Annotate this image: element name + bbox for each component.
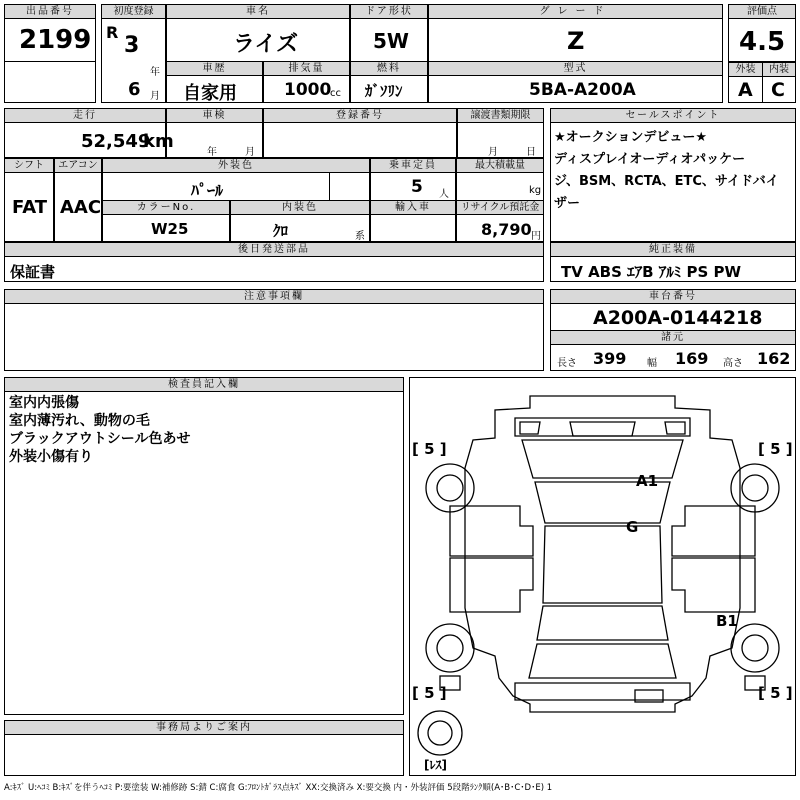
- inspector-line: 室内薄汚れ、動物の毛: [9, 413, 150, 429]
- inspection-box: [166, 122, 263, 158]
- ext-color-extra: [329, 172, 370, 201]
- chassis-label: 車台番号: [550, 289, 796, 304]
- wheel-hub: [437, 635, 463, 661]
- recycle-label: リサイクル預託金: [456, 200, 544, 215]
- score-box: [728, 18, 796, 62]
- max-load-unit: kg: [529, 185, 542, 196]
- car-diagram-panel: [409, 377, 796, 776]
- recycle: 8,790: [481, 220, 532, 239]
- car-body-outline: [465, 396, 740, 712]
- int-score-box: [762, 76, 796, 103]
- mileage: 52,549: [81, 131, 151, 152]
- later-parts-box: [4, 256, 544, 282]
- score: 4.5: [739, 27, 786, 57]
- equipment-label: 純正装備: [550, 242, 796, 257]
- mileage-unit: km: [143, 131, 174, 152]
- equipment-box: [550, 256, 796, 282]
- score-label: 評価点: [728, 4, 796, 19]
- height-label: 高さ: [723, 358, 743, 369]
- damage-mark-b1: B1: [716, 612, 738, 630]
- shift: FAT: [12, 197, 48, 218]
- shift-label: シフト: [4, 158, 54, 173]
- year-unit: 年: [150, 67, 160, 78]
- reg-year: 3: [124, 33, 140, 58]
- rear-bumper: [515, 683, 690, 700]
- left-front-door: [450, 506, 533, 556]
- inspector-label: 検査員記入欄: [4, 377, 404, 392]
- length-label: 長さ: [557, 358, 577, 369]
- wheel-rear-right: [731, 624, 779, 672]
- right-front-door: [672, 506, 755, 556]
- import-label: 輸入車: [370, 200, 456, 215]
- ext-score-box: [728, 76, 763, 103]
- int-score: C: [771, 79, 785, 101]
- door-box: [350, 18, 428, 62]
- displacement-unit: cc: [330, 88, 341, 99]
- transfer-month-unit: 月: [488, 147, 498, 158]
- lot-label: 出品番号: [4, 4, 96, 19]
- inspection-label: 車検: [166, 108, 263, 123]
- int-color-unit: 系: [355, 231, 365, 242]
- spare-tire: [418, 711, 462, 755]
- width-label: 幅: [647, 358, 657, 369]
- era: R: [106, 23, 119, 42]
- later-parts-label: 後日発送部品: [4, 242, 544, 257]
- transfer-label: 譲渡書類期限: [457, 108, 544, 123]
- right-rear-door: [672, 558, 755, 612]
- notes-box: [4, 303, 544, 371]
- history-label: 車歴: [166, 61, 263, 76]
- inspection-year-unit: 年: [207, 147, 217, 158]
- reg-no-box: [263, 122, 457, 158]
- reg-no-label: 登録番号: [263, 108, 457, 123]
- capacity-unit: 人: [439, 189, 449, 200]
- reg-month: 6: [128, 79, 141, 100]
- wheel-hub: [428, 721, 452, 745]
- sales-point-text: [554, 127, 794, 215]
- int-color-box: [230, 214, 370, 242]
- headlight-left: [520, 422, 540, 434]
- car-diagram: [410, 378, 795, 775]
- lot-blank: [4, 61, 96, 103]
- int-score-label: 内装: [762, 62, 796, 77]
- lot-box: [4, 18, 96, 62]
- tire-rr: [ 5 ]: [758, 684, 793, 702]
- aircon-box: [54, 172, 102, 242]
- hood: [522, 440, 683, 478]
- tire-rl: [ 5 ]: [412, 684, 447, 702]
- legend: A:ｷｽﾞ U:ﾍｺﾐ B:ｷｽﾞを伴うﾍｺﾐ P:要塗装 W:補修跡 S:錆 C:腐食 G:ﾌﾛﾝﾄｶﾞﾗｽ点ｷｽﾞ XX:交換済み X:要交換 内・外装評価 5段階ﾗﾝｸ順(A･B･C･D･E) 1: [4, 783, 553, 793]
- specs-box: [550, 344, 796, 371]
- damage-mark-g: G: [626, 518, 639, 536]
- wheel-hub: [742, 475, 768, 501]
- fuel-label: 燃料: [350, 61, 428, 76]
- rear-glass: [537, 606, 668, 640]
- transfer-day-unit: 日: [526, 147, 536, 158]
- fuel: ｶﾞｿﾘﾝ: [365, 82, 403, 100]
- model-box: [428, 75, 723, 103]
- chassis-number: A200A-0144218: [593, 307, 763, 329]
- grille: [570, 422, 635, 436]
- max-load-label: 最大積載量: [456, 158, 544, 173]
- capacity-label: 乗車定員: [370, 158, 456, 173]
- displacement-label: 排気量: [263, 61, 350, 76]
- capacity: 5: [411, 177, 423, 197]
- office-label: 事務局よりご案内: [4, 720, 404, 735]
- fuel-box: [350, 75, 428, 103]
- ext-score-label: 外装: [728, 62, 763, 77]
- lot-number: 2199: [19, 25, 92, 55]
- wheel-front-left: [426, 464, 474, 512]
- front-bumper: [515, 418, 690, 436]
- int-color: ｸﾛ: [273, 222, 289, 240]
- car-name: ライズ: [233, 32, 299, 57]
- tire-fl: [ 5 ]: [412, 440, 447, 458]
- model-label: 型式: [428, 61, 723, 76]
- inspection-month-unit: 月: [245, 147, 255, 158]
- displacement-box: [263, 75, 350, 103]
- car-name-label: 車名: [166, 4, 350, 19]
- mileage-box: [4, 122, 174, 158]
- headlight-right: [665, 422, 685, 434]
- tire-fr: [ 5 ]: [758, 440, 793, 458]
- left-rear-door: [450, 558, 533, 612]
- inspector-box: [4, 391, 404, 715]
- color-no: W25: [151, 220, 189, 238]
- ext-color: ﾊﾟｰﾙ: [191, 181, 224, 200]
- import-box: [370, 214, 456, 242]
- color-no-label: カラーNo.: [102, 200, 230, 215]
- width: 169: [675, 349, 709, 368]
- sales-point-label: セールスポイント: [550, 108, 796, 123]
- inspector-line: 外装小傷有り: [9, 449, 93, 465]
- sales-point-line: ディスプレイオーディオパッケー: [554, 152, 746, 167]
- damage-mark-a1: A1: [636, 472, 659, 490]
- height: 162: [757, 349, 791, 368]
- wheel-rear-left: [426, 624, 474, 672]
- aircon: AAC: [60, 197, 102, 218]
- int-color-label: 内装色: [230, 200, 370, 215]
- equipment: TV ABS ｴｱB ｱﾙﾐ PS PW: [561, 263, 742, 281]
- ext-color-box: [102, 172, 330, 201]
- month-unit: 月: [150, 91, 160, 102]
- chassis-box: [550, 303, 796, 331]
- displacement: 1000: [284, 80, 332, 100]
- sales-point-box: [550, 122, 796, 242]
- recycle-unit: 円: [531, 231, 541, 242]
- max-load-box: [456, 172, 544, 201]
- wheel-hub: [437, 475, 463, 501]
- wheel-hub: [742, 635, 768, 661]
- first-reg-box: [101, 18, 166, 103]
- recycle-box: [456, 214, 544, 242]
- trunk: [529, 644, 676, 678]
- inspector-line: 室内内張傷: [9, 395, 79, 411]
- capacity-box: [370, 172, 456, 201]
- inspector-notes: [9, 394, 190, 466]
- model: 5BA-A200A: [529, 80, 636, 100]
- ext-score: A: [738, 79, 753, 101]
- shift-box: [4, 172, 54, 242]
- sales-point-line: ★オークションデビュー★: [554, 130, 708, 145]
- first-reg-label: 初度登録: [101, 4, 166, 19]
- length: 399: [593, 349, 627, 368]
- office-box: [4, 734, 404, 776]
- notes-label: 注意事項欄: [4, 289, 544, 304]
- spare-tire-label: [ﾚｽ]: [424, 758, 447, 772]
- door-label: ドア形状: [350, 4, 428, 19]
- mileage-label: 走行: [4, 108, 166, 123]
- inspector-line: ブラックアウトシール色あせ: [9, 431, 191, 447]
- grade-label: グレード: [428, 4, 723, 19]
- roof: [543, 526, 662, 603]
- car-name-box: [166, 18, 350, 62]
- sales-point-line: ジ、BSM、RCTA、ETC、サイドバイ: [554, 174, 779, 189]
- specs-label: 諸元: [550, 330, 796, 345]
- door-type: 5W: [373, 29, 409, 53]
- history-box: [166, 75, 263, 103]
- sales-point-line: ザー: [554, 196, 581, 211]
- history: 自家用: [183, 83, 237, 104]
- grade-box: [428, 18, 723, 62]
- color-no-box: [102, 214, 230, 242]
- wheel-front-right: [731, 464, 779, 512]
- later-parts: 保証書: [10, 263, 56, 281]
- transfer-box: [457, 122, 544, 158]
- ext-color-label: 外装色: [102, 158, 370, 173]
- grade: Z: [567, 27, 585, 55]
- aircon-label: エアコン: [54, 158, 102, 173]
